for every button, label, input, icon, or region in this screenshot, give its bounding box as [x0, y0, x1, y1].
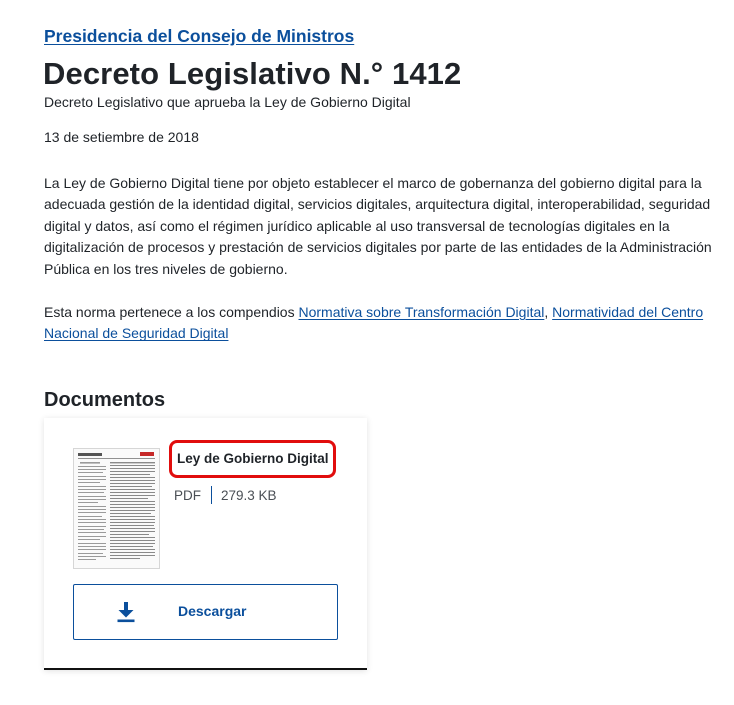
- meta-divider: [211, 486, 212, 504]
- document-format: PDF: [174, 487, 201, 503]
- organization-link[interactable]: Presidencia del Consejo de Ministros: [44, 26, 355, 46]
- norm-description: La Ley de Gobierno Digital tiene por objeto establecer el marco de gobernanza del gobierno digital para la adecuada gestión de la identidad digital, servicios digitales, arquitectura digital, interoperabilidad, seguridad digital y datos, así como el régimen jurídico aplicable al uso transversal de tecnologías digitales en la digitalización de procesos y prestación de servicios digitales por parte de las entidades de la Administración Pública en los tres niveles de gobierno.: [44, 175, 712, 277]
- download-button[interactable]: [73, 584, 338, 640]
- compendios-paragraph: [44, 302, 712, 345]
- compendio-separator: ,: [544, 304, 553, 320]
- download-icon: [116, 601, 136, 623]
- page-title: Decreto Legislativo N.° 1412: [43, 56, 462, 91]
- page-subtitle: Decreto Legislativo que aprueba la Ley de Gobierno Digital: [44, 94, 411, 110]
- document-title[interactable]: Ley de Gobierno Digital: [177, 451, 329, 466]
- document-card: [44, 418, 367, 670]
- compendio-link-transformacion-digital[interactable]: Normativa sobre Transformación Digital: [298, 304, 545, 320]
- document-meta: [174, 486, 277, 504]
- pdf-page-thumbnail[interactable]: [73, 448, 160, 569]
- document-size: 279.3 KB: [221, 487, 277, 503]
- compendios-prefix: Esta norma pertenece a los compendios: [44, 304, 299, 320]
- documents-heading: Documentos: [44, 389, 166, 411]
- document-title-highlight: [169, 440, 336, 478]
- download-label: Descargar: [178, 603, 247, 619]
- publication-date: 13 de setiembre de 2018: [44, 129, 199, 145]
- compendio-link-seguridad-digital[interactable]: Normatividad del Centro Nacional de Seguridad Digital: [44, 304, 704, 342]
